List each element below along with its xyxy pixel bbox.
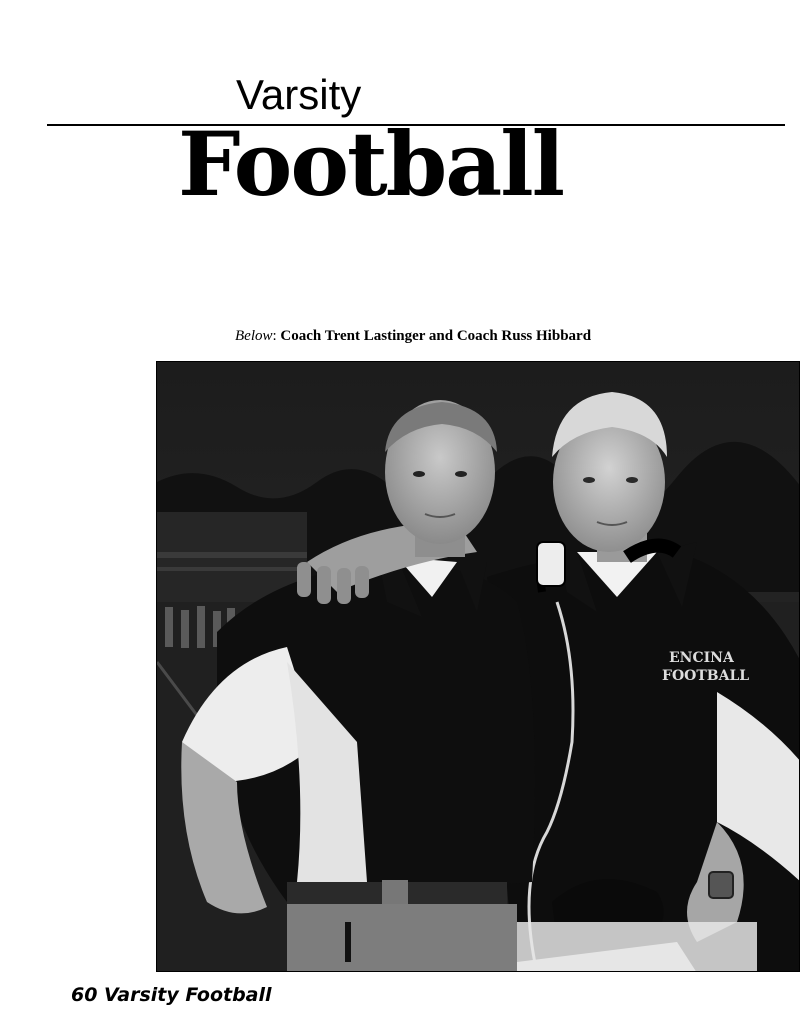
caption-lead: Below <box>235 328 273 344</box>
coaches-photo <box>156 361 800 972</box>
shirt-lettering-line1: ENCINA <box>669 650 734 666</box>
page-footer: 60 Varsity Football <box>71 984 272 1006</box>
caption-separator: : <box>272 328 281 344</box>
caption-text: Coach Trent Lastinger and Coach Russ Hibbard <box>280 328 592 344</box>
shirt-lettering-line2: FOOTBALL <box>662 668 750 684</box>
photo-caption <box>235 328 591 345</box>
coaches-photo-illustration <box>157 362 800 972</box>
page-subtitle: Varsity <box>236 71 362 118</box>
page-title: Football <box>178 112 564 216</box>
